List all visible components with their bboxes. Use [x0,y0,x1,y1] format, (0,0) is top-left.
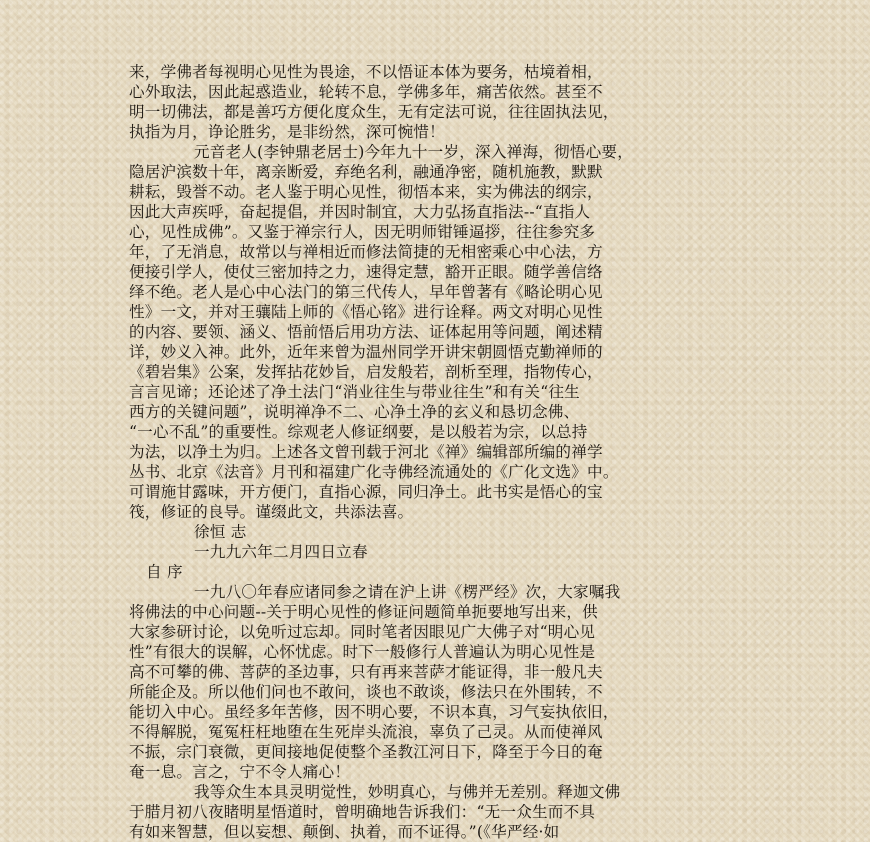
text-line: 我等众生本具灵明觉性，妙明真心，与佛并无差别。释迦文佛 [194,783,621,801]
text-line: 筏，修证的良导。谨缀此文，共添法喜。 [129,503,414,521]
text-line: 元音老人(李钟鼎老居士)今年九十一岁，深入禅海，彻悟心要， [194,143,633,161]
text-line: 的内容、要领、涵义、悟前悟后用功方法、证体起用等问题，阐述精 [129,323,603,341]
text-line: 不得解脱，冤冤枉枉地堕在生死岸头流浪，辜负了己灵。从而使禅风 [129,723,603,741]
text-line: 丛书、北京《法音》月刊和福建广化寺佛经流通处的《广化文选》中。 [129,463,619,481]
text-line: 为法，以净土为归。上述各文曾刊载于河北《禅》编辑部所编的禅学 [129,443,603,461]
text-line: 于腊月初八夜睹明星悟道时，曾明确地告诉我们：“无一众生而不具 [129,803,596,821]
text-line: 大家参研讨论，以免听过忘却。同时笔者因眼见广大佛子对“明心见 [129,623,596,641]
text-line: 言言见谛；还论述了净土法门“消业往生与带业往生”和有关“往生 [129,383,580,401]
section-heading: 自 序 [146,563,183,581]
text-line: 有如来智慧，但以妄想、颠倒、执着，而不证得。”(《华严经·如 [129,823,560,841]
text-line: 奄一息。言之，宁不令人痛心！ [129,763,351,781]
text-line: 性”有很大的误解，心怀忧虑。时下一般修行人普遍认为明心见性是 [129,643,596,661]
text-line: 将佛法的中心问题--关于明心见性的修证问题简单扼要地写出来，供 [129,603,598,621]
text-line: 因此大声疾呼，奋起提倡，并因时制宜，大力弘扬直指法--“直指人 [129,203,591,221]
text-line: 明一切佛法，都是善巧方便化度众生，无有定法可说，往往固执法见， [129,103,619,121]
text-line: 可谓施甘露味，开方便门，直指心源，同归净土。此书实是悟心的宝 [129,483,603,501]
text-line: 绎不绝。老人是心中心法门的第三代传人，早年曾著有《略论明心见 [129,283,603,301]
text-line: 执指为月，诤论胜劣，是非纷然，深可惋惜！ [129,123,445,141]
text-line: 隐居沪滨数十年，离亲断爱，弃绝名利，融通净密，随机施教，默默 [129,163,603,181]
text-line: 高不可攀的佛、菩萨的圣边事，只有再来菩萨才能证得，非一般凡夫 [129,663,603,681]
text-line: 性》一文，并对王骧陆上师的《悟心铭》进行诠释。两文对明心见性 [129,303,603,321]
text-line: 西方的关键问题”，说明禅净不二、心净土净的玄义和恳切念佛、 [129,403,580,421]
text-line: 便接引学人，使仗三密加持之力，速得定慧，豁开正眼。随学善信络 [129,263,603,281]
signature-date: 一九九六年二月四日立春 [194,543,368,561]
text-line: 《碧岩集》公案，发挥拈花妙旨，启发般若，剖析至理，指物传心， [129,363,603,381]
text-line: “一心不乱”的重要性。综观老人修证纲要，是以般若为宗，以总持 [129,423,588,441]
text-line: 不振，宗门衰微，更间接地促使整个圣教江河日下，降至于今日的奄 [129,743,603,761]
text-line: 所能企及。所以他们问也不敢问，谈也不敢谈，修法只在外围转，不 [129,683,603,701]
text-line: 心，见性成佛”。又鉴于禅宗行人，因无明师钳锤逼拶，往往参究多 [129,223,596,241]
text-line: 一九八〇年春应诸同参之请在沪上讲《楞严经》次，大家嘱我 [194,583,621,601]
text-line: 耕耘，毁誉不动。老人鉴于明心见性，彻悟本来，实为佛法的纲宗， [129,183,603,201]
text-line: 能切入中心。虽经多年苦修，因不明心要，不识本真，习气妄执依旧， [129,703,619,721]
text-line: 年，了无消息，故常以与禅相近而修法简捷的无相密乘心中心法，方 [129,243,603,261]
signature-name: 徐恒 志 [194,523,247,541]
text-line: 心外取法，因此起惑造业，轮转不息，学佛多年，痛苦依然。甚至不 [129,83,603,101]
text-line: 详，妙义入神。此外，近年来曾为温州同学开讲宋朝圆悟克勤禅师的 [129,343,603,361]
text-line: 来，学佛者每视明心见性为畏途，不以悟证本体为要务，枯境着相， [129,63,603,81]
